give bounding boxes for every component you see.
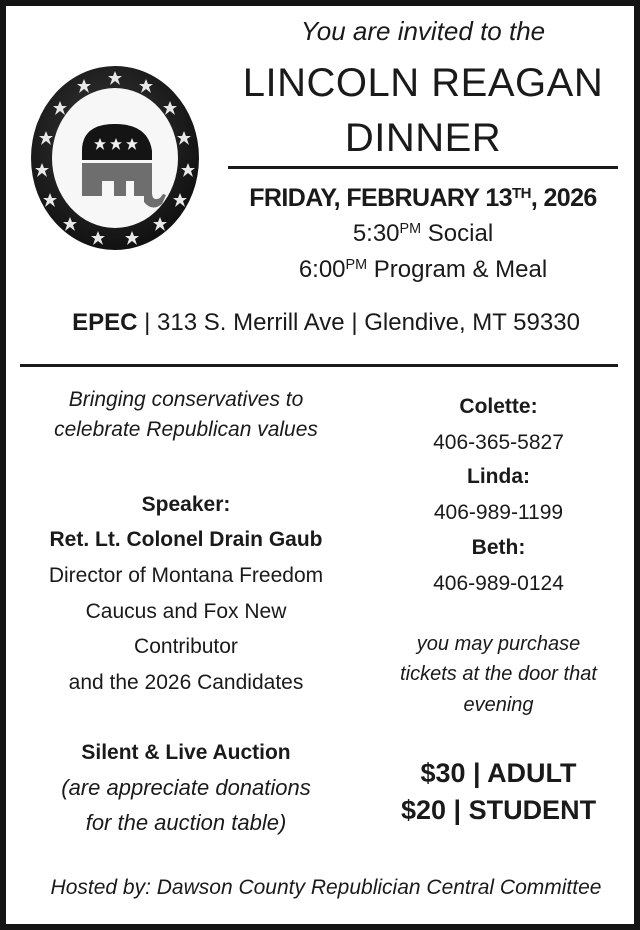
event-title-line2: DINNER [344, 116, 502, 160]
program-ampm: PM [345, 257, 368, 274]
speaker-desc-line2: Caucus and Fox New [85, 600, 287, 623]
section-divider [20, 364, 618, 367]
auction-note-line1: (are appreciate donations [61, 775, 311, 800]
door-note-line2: tickets at the door that [400, 663, 597, 685]
program-time-value: 6:00 [298, 256, 346, 283]
header-divider [228, 166, 618, 169]
auction-heading: Silent & Live Auction [81, 741, 291, 764]
contact-phone-linda[interactable]: 406-989-1199 [433, 501, 564, 524]
auction-note-line2: for the auction table) [85, 810, 287, 835]
program-time [228, 256, 618, 284]
speaker-heading: Speaker: [141, 493, 231, 516]
event-date [228, 184, 618, 213]
event-title-line1: LINCOLN REAGAN [242, 61, 604, 105]
door-note-line3: evening [463, 694, 534, 716]
price-label: STUDENT [468, 795, 597, 825]
tagline-line2: celebrate Republican values [54, 418, 318, 441]
social-ampm: PM [399, 221, 422, 238]
price-amount: $30 [420, 758, 466, 788]
social-time [228, 220, 618, 248]
speaker-desc-line1: Director of Montana Freedom [48, 564, 324, 587]
price-amount: $20 [400, 795, 446, 825]
door-note-line1: you may purchase [416, 633, 581, 655]
event-address [6, 309, 640, 337]
date-year: , 2026 [530, 184, 597, 212]
street-address: 313 S. Merrill Ave [157, 309, 345, 336]
separator: | [137, 309, 158, 336]
speaker-name: Ret. Lt. Colonel Drain Gaub [49, 528, 323, 551]
date-ordinal: TH [512, 184, 531, 202]
price-adult [366, 758, 631, 789]
program-label: Program & Meal [367, 256, 548, 283]
city-state-zip: Glendive, MT 59330 [364, 309, 580, 336]
contact-phone-colette[interactable]: 406-365-5827 [433, 431, 564, 454]
price-label: ADULT [487, 758, 577, 788]
hosted-by: Hosted by: Dawson County Republician Central Committee [50, 876, 602, 899]
social-label: Social [421, 220, 494, 247]
social-time-value: 5:30 [352, 220, 400, 247]
candidates-line: and the 2026 Candidates [68, 671, 304, 694]
contact-phone-beth[interactable]: 406-989-0124 [433, 572, 564, 595]
invite-line: You are invited to the [300, 16, 546, 46]
contact-name-linda: Linda: [467, 465, 530, 488]
separator: | [344, 309, 365, 336]
tagline-line1: Bringing conservatives to [68, 388, 304, 411]
venue-name: EPEC [72, 309, 138, 336]
date-text: FRIDAY, FEBRUARY 13 [249, 184, 513, 212]
separator: | [465, 758, 488, 788]
contact-name-beth: Beth: [471, 536, 526, 559]
separator: | [446, 795, 469, 825]
speaker-desc-line3: Contributor [134, 635, 238, 658]
republican-elephant-button-icon [20, 56, 210, 256]
price-student [366, 795, 631, 826]
contact-name-colette: Colette: [459, 395, 538, 418]
